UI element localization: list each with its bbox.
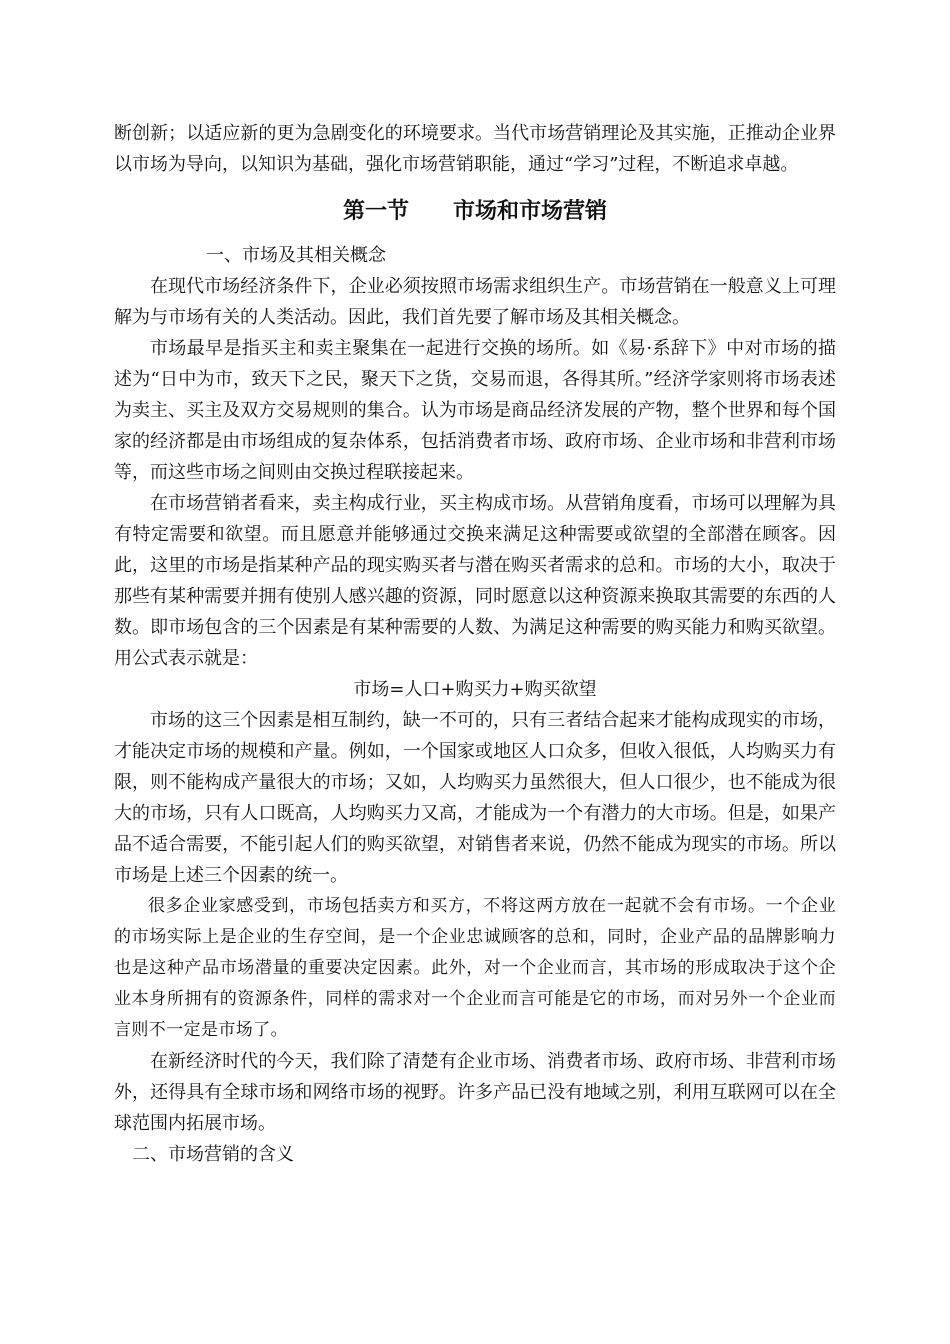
subsection-heading-2: 二、市场营销的含义 [132, 1144, 294, 1165]
paragraph-3: 在市场营销者看来，卖主构成行业，买主构成市场。从营销角度看，市场可以理解为具有特定需要和欲望。而且愿意并能够通过交换来满足这种需要或欲望的全部潜在顾客。因此，这里的市场是指某种产品的现实购买者与潜在购买者需求的总和。市场的大小，取决于那些有某种需要并拥有使别人感兴趣的资源，同时愿意以这种资源来换取其需要的东西的人数。即市场包含的三个因素是有某种需要的人数、为满足这种需要的购买能力和购买欲望。用公式表示就是： [114, 493, 836, 669]
section-title: 第一节 市场和市场营销 [342, 199, 607, 224]
lead-paragraph: 断创新；以适应新的更为急剧变化的环境要求。当代市场营销理论及其实施，正推动企业界以市场为导向，以知识为基础，强化市场营销职能，通过“学习”过程，不断追求卓越。 [114, 123, 836, 175]
paragraph-4: 市场的这三个因素是相互制约，缺一不可的，只有三者结合起来才能构成现实的市场，才能决定市场的规模和产量。例如，一个国家或地区人口众多，但收入很低，人均购买力有限，则不能构成产量很大的市场；又如，人均购买力虽然很大，但人口很少，也不能成为很大的市场，只有人口既高，人均购买力又高，才能成为一个有潜力的大市场。但是，如果产品不适合需要，不能引起人们的购买欲望，对销售者来说，仍然不能成为现实的市场。所以市场是上述三个因素的统一。 [114, 710, 836, 886]
paragraph-6: 在新经济时代的今天，我们除了清楚有企业市场、消费者市场、政府市场、非营利市场外，还得具有全球市场和网络市场的视野。许多产品已没有地域之别，利用互联网可以在全球范围内拓展市场。 [114, 1051, 836, 1134]
subsection-heading-1: 一、市场及其相关概念 [206, 245, 386, 266]
paragraph-2: 市场最早是指买主和卖主聚集在一起进行交换的场所。如《易·系辞下》中对市场的描述为“日中为市，致天下之民，聚天下之货，交易而退，各得其所。”经济学家则将市场表述为卖主、买主及双方交易规则的集合。认为市场是商品经济发展的产物，整个世界和每个国家的经济都是由市场组成的复杂体系，包括消费者市场、政府市场、企业市场和非营利市场等，而这些市场之间则由交换过程联接起来。 [114, 338, 836, 483]
paragraph-1: 在现代市场经济条件下，企业必须按照市场需求组织生产。市场营销在一般意义上可理解为与市场有关的人类活动。因此，我们首先要了解市场及其相关概念。 [114, 276, 836, 328]
market-formula: 市场=人口+购买力+购买欲望 [353, 679, 597, 700]
paragraph-5: 很多企业家感受到，市场包括卖方和买方，不将这两方放在一起就不会有市场。一个企业的市场实际上是企业的生存空间，是一个企业忠诚顾客的总和，同时，企业产品的品牌影响力也是这种产品市场潜量的重要决定因素。此外，对一个企业而言，其市场的形成取决于这个企业本身所拥有的资源条件，同样的需求对一个企业而言可能是它的市场，而对另外一个企业而言则不一定是市场了。 [114, 896, 836, 1040]
document-page [114, 118, 836, 1170]
